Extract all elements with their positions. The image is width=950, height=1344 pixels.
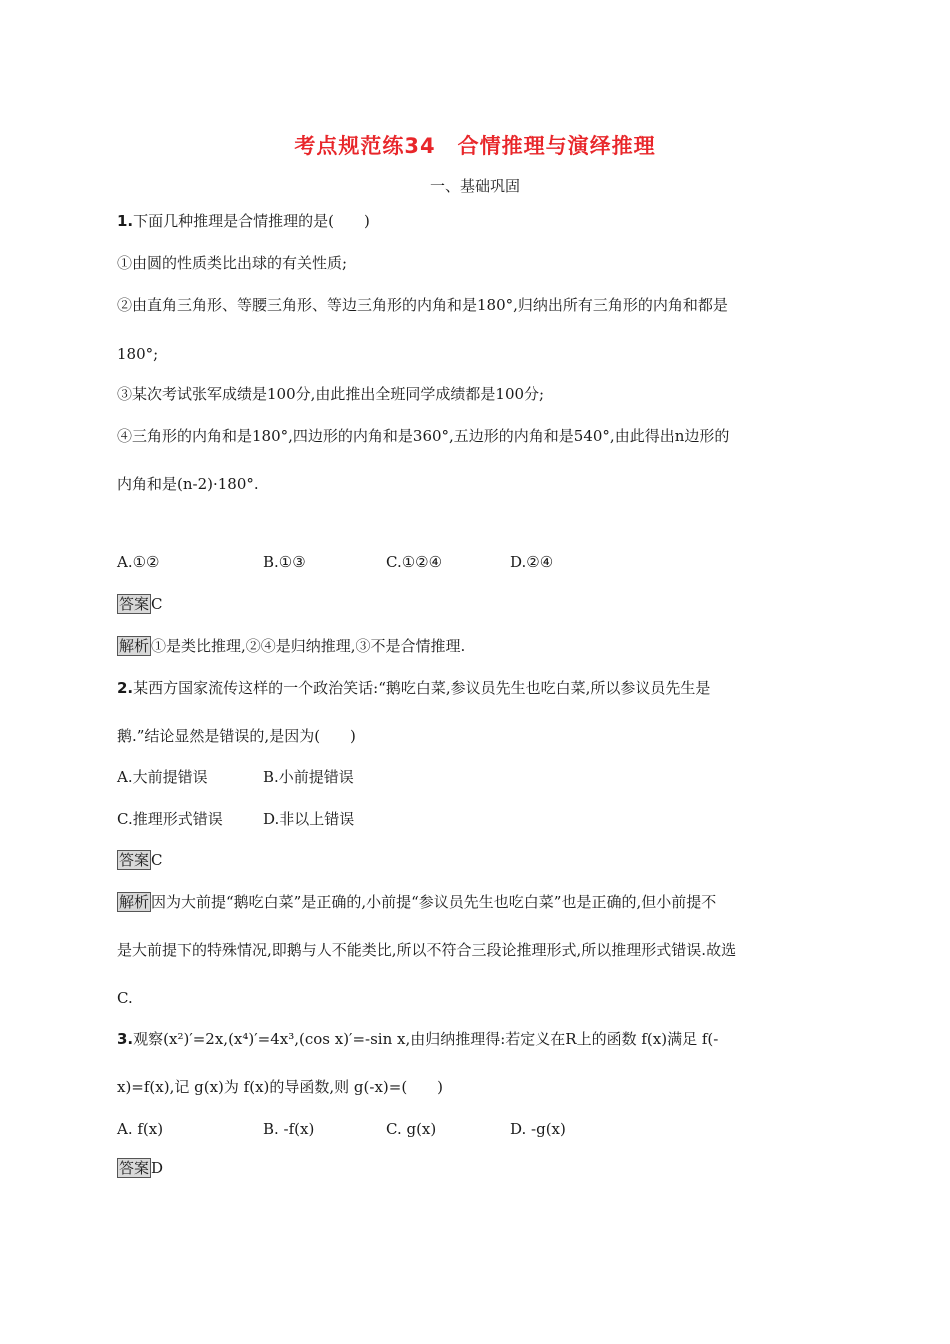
analysis-text: 因为大前提“鹅吃白菜”是正确的,小前提“参议员先生也吃白菜”也是正确的,但小前提不	[151, 893, 717, 911]
q2-analysis	[117, 892, 716, 912]
question-text: 某西方国家流传这样的一个政治笑话:“鹅吃白菜,参议员先生也吃白菜,所以参议员先生是	[133, 679, 711, 697]
answer-tag: 答案	[119, 851, 150, 869]
answer-value: C	[151, 595, 163, 613]
q1-option-c: C.①②④	[386, 553, 443, 571]
section-heading: 一、基础巩固	[429, 177, 520, 195]
question-1-stem	[117, 211, 370, 231]
q2-option-a: A.大前提错误	[117, 768, 208, 786]
q2-analysis-cont-1: 是大前提下的特殊情况,即鹅与人不能类比,所以不符合三段论推理形式,所以推理形式错误.故选	[117, 941, 737, 959]
answer-tag: 答案	[119, 1159, 150, 1177]
answer-value: C	[151, 851, 163, 869]
q2-option-b: B.小前提错误	[263, 768, 354, 786]
question-2-stem	[117, 678, 710, 698]
q2-analysis-cont-2: C.	[117, 989, 133, 1007]
q3-stem-cont: x)=f(x),记 g(x)为 f(x)的导函数,则 g(-x)=( )	[117, 1078, 444, 1096]
question-3-stem	[117, 1029, 718, 1049]
question-number: 2.	[117, 679, 134, 697]
question-number: 1.	[117, 212, 134, 230]
analysis-text: ①是类比推理,②④是归纳推理,③不是合情推理.	[151, 637, 466, 655]
q2-option-d: D.非以上错误	[263, 810, 355, 828]
q2-option-c: C.推理形式错误	[117, 810, 223, 828]
answer-tag: 答案	[119, 595, 150, 613]
q3-option-d: D. -g(x)	[510, 1120, 566, 1138]
q3-answer	[117, 1158, 163, 1178]
answer-value: D	[151, 1159, 164, 1177]
question-number: 3.	[117, 1030, 134, 1048]
q1-option-b: B.①③	[263, 553, 306, 571]
q1-option-a: A.①②	[117, 553, 160, 571]
q1-item-3: ③某次考试张军成绩是100分,由此推出全班同学成绩都是100分;	[117, 385, 545, 403]
analysis-tag: 解析	[119, 893, 150, 911]
q1-item-4-cont: 内角和是(n-2)·180°.	[117, 475, 259, 493]
q1-item-2: ②由直角三角形、等腰三角形、等边三角形的内角和是180°,归纳出所有三角形的内角和都是	[117, 296, 728, 314]
q3-option-a: A. f(x)	[117, 1120, 164, 1138]
q3-option-c: C. g(x)	[386, 1120, 437, 1138]
q1-option-d: D.②④	[510, 553, 554, 571]
q1-item-2-cont: 180°;	[117, 345, 159, 363]
q1-item-4: ④三角形的内角和是180°,四边形的内角和是360°,五边形的内角和是540°,由此得出n边形的	[117, 427, 730, 445]
q1-item-1: ①由圆的性质类比出球的有关性质;	[117, 254, 348, 272]
question-text: 下面几种推理是合情推理的是( )	[133, 212, 370, 230]
page-title: 考点规范练34 合情推理与演绎推理	[294, 134, 656, 158]
q3-option-b: B. -f(x)	[263, 1120, 315, 1138]
question-text: 观察(x²)′=2x,(x⁴)′=4x³,(cos x)′=-sin x,由归纳推理得:若定义在R上的函数 f(x)满足 f(-	[133, 1030, 719, 1048]
q1-analysis	[117, 636, 465, 656]
q2-stem-cont: 鹅.”结论显然是错误的,是因为( )	[117, 727, 356, 745]
q2-answer	[117, 850, 163, 870]
q1-answer	[117, 594, 163, 614]
analysis-tag: 解析	[119, 637, 150, 655]
